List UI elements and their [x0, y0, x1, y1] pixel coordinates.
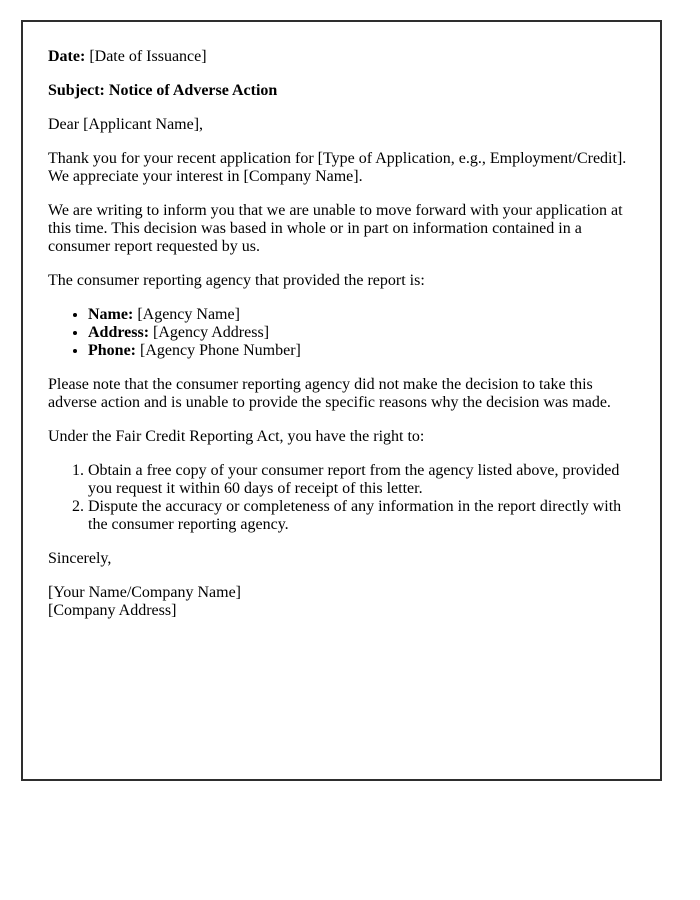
agency-name-value: [Agency Name]	[137, 306, 240, 323]
date-line	[48, 48, 638, 66]
signature-block	[48, 584, 638, 620]
subject-line: Subject: Notice of Adverse Action	[48, 82, 278, 99]
list-item-agency-address	[88, 324, 638, 342]
signature-name: [Your Name/Company Name]	[48, 584, 242, 601]
signature-address: [Company Address]	[48, 602, 177, 619]
agency-phone-label: Phone:	[88, 342, 136, 359]
closing: Sincerely,	[48, 550, 112, 567]
paragraph-rights-intro: Under the Fair Credit Reporting Act, you have the right to:	[48, 428, 425, 445]
agency-phone-value: [Agency Phone Number]	[140, 342, 301, 359]
agency-address-value: [Agency Address]	[153, 324, 270, 341]
rights-list	[48, 462, 638, 534]
list-item-agency-phone	[88, 342, 638, 360]
salutation: Dear [Applicant Name],	[48, 116, 204, 133]
list-item-right-free-copy: 1. Obtain a free copy of your consumer report from the agency listed above, provided you request it within 60 days of receipt of this letter.	[88, 462, 638, 498]
paragraph-decision: We are writing to inform you that we are unable to move forward with your application at this time. This decision was based in whole or in part on information contained in a consumer report requested by us.	[48, 202, 623, 255]
paragraph-disclaimer: Please note that the consumer reporting agency did not make the decision to take this adverse action and is unable to provide the specific reasons why the decision was made.	[48, 376, 611, 411]
agency-address-label: Address:	[88, 324, 150, 341]
date-value: [Date of Issuance]	[89, 48, 207, 65]
agency-name-label: Name:	[88, 306, 134, 323]
letter-page	[21, 20, 662, 781]
list-item-right-dispute: 2. Dispute the accuracy or completeness of any information in the report directly with the consumer reporting agency.	[88, 498, 638, 534]
paragraph-intro: Thank you for your recent application for [Type of Application, e.g., Employment/Credit]. We appreciate your interest in [Company Name].	[48, 150, 627, 185]
date-label: Date:	[48, 48, 86, 65]
agency-details-list	[48, 306, 638, 360]
list-item-agency-name	[88, 306, 638, 324]
paragraph-agency-intro: The consumer reporting agency that provided the report is:	[48, 272, 425, 289]
